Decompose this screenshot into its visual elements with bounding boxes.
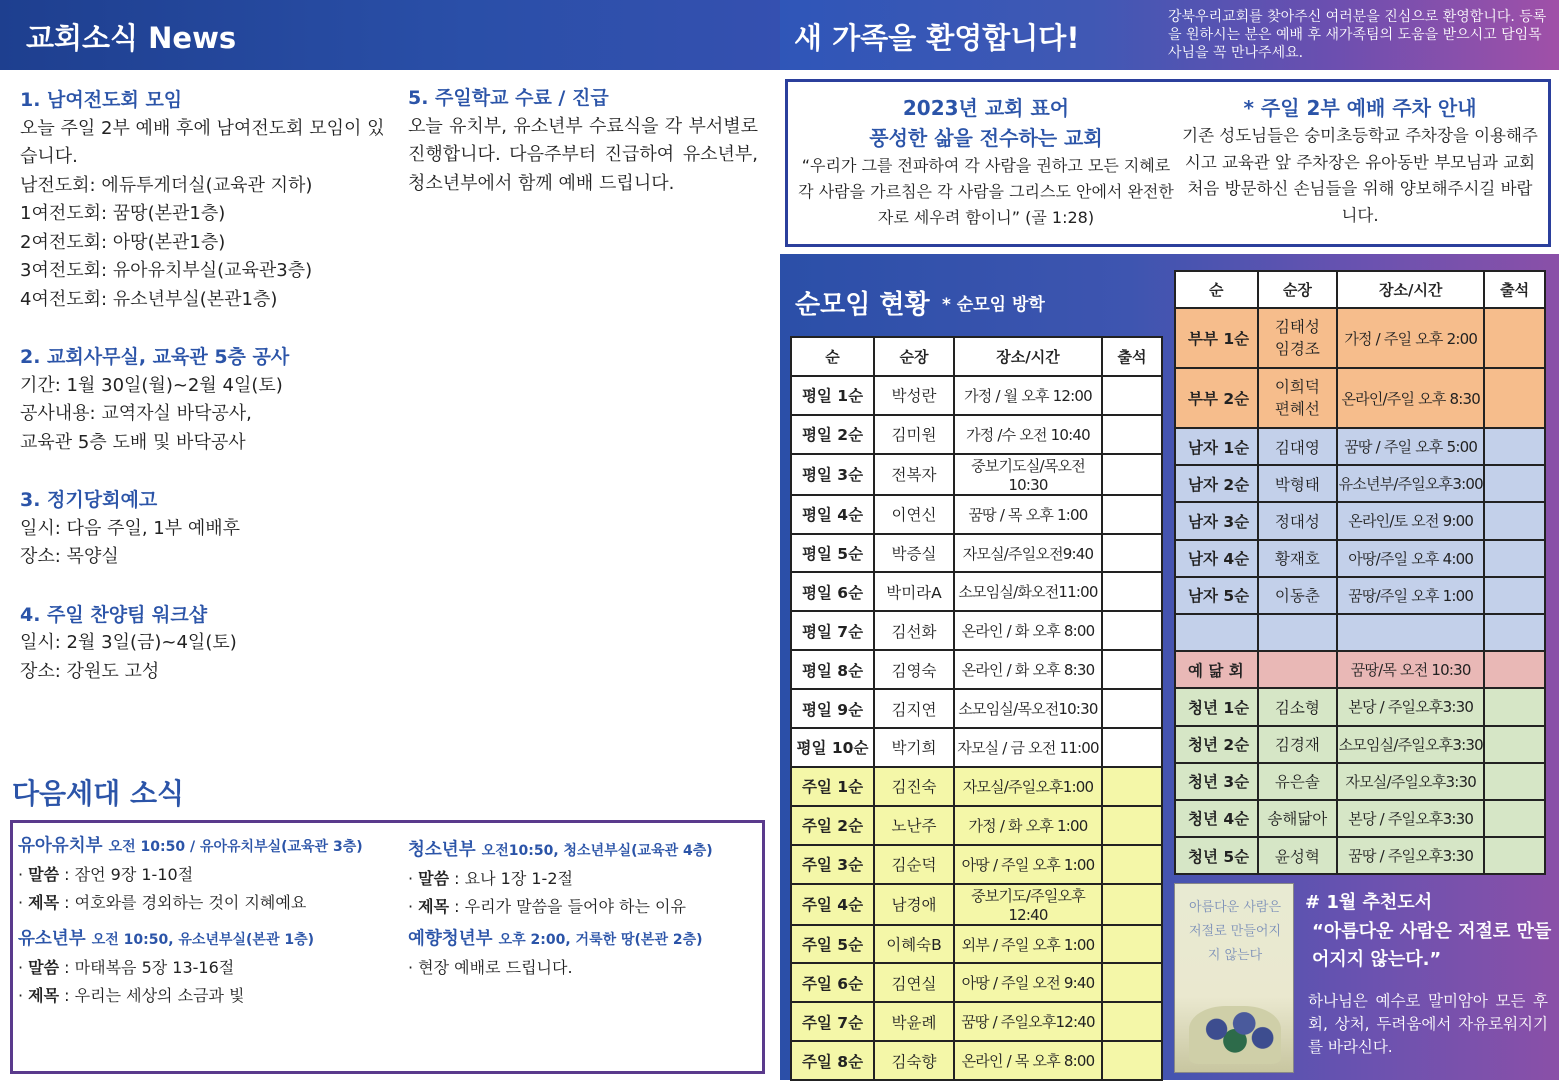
cell-attendance[interactable] (1102, 1041, 1162, 1080)
cell-attendance[interactable] (1484, 688, 1545, 725)
parking-title: * 주일 2부 예배 주차 안내 (1243, 96, 1477, 120)
cell-leader: 박성란 (874, 376, 954, 415)
cell-leader: 이동춘 (1258, 577, 1338, 614)
cell-place-time: 꿈땅 / 주일 오후 5:00 (1337, 428, 1484, 465)
dept-topic: · 제목 : 우리가 말씀을 들어야 하는 이유 (408, 897, 686, 916)
cell-leader: 박기희 (874, 728, 954, 767)
cell-name: 청년 4순 (1175, 800, 1258, 837)
dept-topic: · 제목 : 우리는 세상의 소금과 빛 (18, 986, 245, 1005)
cell-name: 평일 4순 (791, 495, 874, 534)
cell-place-time: 꿈땅 / 주일오후12:40 (954, 1002, 1102, 1041)
news-line: 기간: 1월 30일(월)~2월 4일(토) (20, 374, 283, 396)
cell-name: 주일 5순 (791, 925, 874, 964)
nextgen-column-left (18, 832, 398, 1010)
cell-leader: 김숙향 (874, 1041, 954, 1080)
table-row (1175, 651, 1545, 688)
cell-place-time: 외부 / 주일 오후 1:00 (954, 925, 1102, 964)
cell-attendance[interactable] (1102, 767, 1162, 806)
cell-name: 주일 2순 (791, 806, 874, 845)
table-row (791, 1002, 1162, 1041)
motto-title: 2023년 교회 표어 (902, 96, 1070, 120)
cell-name: 평일 2순 (791, 415, 874, 454)
table-row (1175, 837, 1545, 874)
cell-place-time: 자모실/주일오후1:00 (954, 767, 1102, 806)
news-column-left (20, 86, 390, 686)
cell-name: 평일 1순 (791, 376, 874, 415)
table-row (1175, 465, 1545, 502)
news-line: 오늘 유치부, 유소년부 수료식을 각 부서별로 진행합니다. 다음주부터 진급하여 유소년부, 청소년부에서 함께 예배 드립니다. (408, 115, 758, 194)
table-row (791, 495, 1162, 534)
news-column-right (408, 84, 758, 198)
news-line: 장소: 목양실 (20, 546, 119, 567)
cell-attendance[interactable] (1102, 1002, 1162, 1041)
cell-name: 주일 3순 (791, 845, 874, 884)
book-cover-title: 아름다운 사람은 저절로 만들어지지 않는다 (1188, 900, 1282, 963)
news-line: 장소: 강원도 고성 (20, 660, 160, 682)
cell-place-time: 가정 / 화 오후 1:00 (954, 806, 1102, 845)
cell-name: 주일 7순 (791, 1002, 874, 1041)
cell-place-time: 본당 / 주일오후3:30 (1337, 800, 1484, 837)
welcome-text: 강북우리교회를 찾아주신 여러분을 진심으로 환영합니다. 등록을 원하시는 분은 예배 후 새가족팀의 도움을 받으시고 담임목사님을 꼭 만나주세요. (1168, 9, 1547, 61)
table-row (1175, 800, 1545, 837)
cell-group-title: 순모임 현황 (795, 290, 930, 320)
table-row (1175, 502, 1545, 539)
news-line: 일시: 다음 주일, 1부 예배후 (20, 517, 241, 539)
cell-name: 주일 8순 (791, 1041, 874, 1080)
cell-attendance[interactable] (1102, 495, 1162, 534)
cell-place-time: 온라인 / 화 오후 8:00 (954, 611, 1102, 650)
welcome-header (780, 0, 1559, 70)
news-item (20, 601, 390, 687)
cell-place-time: 꿈땅 / 목 오후 1:00 (954, 495, 1102, 534)
cell-place-time: 소모임실/주일오후3:30 (1337, 726, 1484, 763)
cell-attendance[interactable] (1102, 415, 1162, 454)
cell-leader: 김미원 (874, 415, 954, 454)
cell-leader: 김지연 (874, 689, 954, 728)
cell-leader: 남경애 (874, 884, 954, 925)
cell-name: 주일 1순 (791, 767, 874, 806)
dept-heading: 유소년부 오전 10:50, 유소년부실(본관 1층) (18, 929, 315, 949)
cell-leader: 김대영 (1258, 428, 1338, 465)
col-header: 순장 (1258, 271, 1338, 308)
cell-attendance[interactable] (1102, 534, 1162, 573)
cell-attendance[interactable] (1102, 845, 1162, 884)
table-row (791, 611, 1162, 650)
cell-name: 청년 2순 (1175, 726, 1258, 763)
cell-leader: 김경재 (1258, 726, 1338, 763)
cell-attendance[interactable] (1102, 376, 1162, 415)
cell-place-time: 가정 / 월 오후 12:00 (954, 376, 1102, 415)
cell-name: 평일 8순 (791, 650, 874, 689)
cell-attendance[interactable] (1484, 465, 1545, 502)
table-row (791, 650, 1162, 689)
cell-attendance[interactable] (1484, 837, 1545, 874)
table-row (791, 845, 1162, 884)
cell-place-time: 아땅 / 주일 오전 9:40 (954, 963, 1102, 1002)
cell-attendance[interactable] (1102, 572, 1162, 611)
table-row (791, 572, 1162, 611)
cell-leader: 박형태 (1258, 465, 1338, 502)
cell-leader: 이혜숙B (874, 925, 954, 964)
news-line: 일시: 2월 3일(금)~4일(토) (20, 632, 237, 653)
book-title: “아름다운 사람은 저절로 만들어지지 않는다.” (1312, 921, 1552, 970)
news-line: 교육관 5층 도배 및 바닥공사 (20, 431, 246, 453)
cell-attendance[interactable] (1102, 650, 1162, 689)
cell-place-time: 꿈땅/주일 오후 1:00 (1337, 577, 1484, 614)
cell-attendance[interactable] (1484, 614, 1545, 651)
cell-place-time: 온라인 / 목 오후 8:00 (954, 1041, 1102, 1080)
cell-place-time: 온라인/토 오전 9:00 (1337, 502, 1484, 539)
motto-verse: “우리가 그를 전파하여 각 사람을 권하고 모든 지혜로 각 사람을 가르침은 각 사람을 그리스도 안에서 완전한 자로 세우려 함이니” (골 1:28) (798, 156, 1174, 227)
cell-name: 예 닮 회 (1175, 651, 1258, 688)
cell-attendance[interactable] (1484, 651, 1545, 688)
cell-leader: 이희덕 편혜선 (1258, 368, 1338, 428)
table-row (791, 1041, 1162, 1080)
news-item-title: 5. 주일학교 수료 / 진급 (408, 87, 609, 109)
news-line: 공사내용: 교역자실 바닥공사, (20, 403, 252, 424)
news-item-title: 4. 주일 찬양팀 워크샵 (20, 603, 208, 626)
col-header: 장소/시간 (954, 337, 1102, 376)
news-title: 교회소식 News (26, 21, 237, 55)
table-row (1175, 763, 1545, 800)
cell-attendance[interactable] (1484, 800, 1545, 837)
cell-attendance[interactable] (1484, 368, 1545, 428)
cell-name: 청년 1순 (1175, 688, 1258, 725)
news-line: 1여전도회: 꿈땅(본관1층) (20, 203, 226, 224)
table-row (791, 767, 1162, 806)
news-line: 3여전도회: 유아유치부실(교육관3층) (20, 260, 313, 281)
cell-leader: 황재호 (1258, 540, 1338, 577)
cell-name: 평일 7순 (791, 611, 874, 650)
table-row (1175, 577, 1545, 614)
cell-leader (1258, 651, 1338, 688)
news-line: 오늘 주일 2부 예배 후에 남여전도회 모임이 있습니다. (20, 117, 385, 167)
nextgen-column-right (408, 836, 758, 982)
book-cover-image (1174, 883, 1294, 1073)
cell-name: 평일 5순 (791, 534, 874, 573)
table-row (1175, 688, 1545, 725)
table-row (791, 689, 1162, 728)
cell-name: 청년 3순 (1175, 763, 1258, 800)
cell-attendance[interactable] (1102, 728, 1162, 767)
col-header: 순 (1175, 271, 1258, 308)
cell-leader: 박미라A (874, 572, 954, 611)
cell-name: 주일 6순 (791, 963, 874, 1002)
cell-leader: 이연신 (874, 495, 954, 534)
cell-table-right (1174, 270, 1546, 875)
news-line: 2여전도회: 아땅(본관1층) (20, 231, 226, 253)
cell-group-note: * 순모임 방학 (942, 295, 1045, 315)
cell-place-time (1337, 614, 1484, 651)
cell-attendance[interactable] (1484, 577, 1545, 614)
cell-name: 평일 6순 (791, 572, 874, 611)
cell-place-time: 꿈땅/목 오전 10:30 (1337, 651, 1484, 688)
cell-leader: 김선화 (874, 611, 954, 650)
news-line: 4여전도회: 유소년부실(본관1층) (20, 288, 278, 310)
col-header: 출석 (1484, 271, 1545, 308)
motto-text: 풍성한 삶을 전수하는 교회 (869, 126, 1103, 150)
table-row (791, 376, 1162, 415)
cell-name: 부부 2순 (1175, 368, 1258, 428)
table-header-row (791, 337, 1162, 376)
cell-leader: 박윤례 (874, 1002, 954, 1041)
cell-leader: 김연실 (874, 963, 954, 1002)
news-item (20, 86, 390, 314)
cell-name: 주일 4순 (791, 884, 874, 925)
cell-attendance[interactable] (1484, 726, 1545, 763)
col-header: 순장 (874, 337, 954, 376)
dept-heading: 청소년부 오전10:50, 청소년부실(교육관 4층) (408, 840, 713, 860)
table-row (791, 454, 1162, 495)
cell-place-time: 소모임실/화오전11:00 (954, 572, 1102, 611)
motto-section (796, 93, 1176, 231)
cell-place-time: 가정 / 주일 오후 2:00 (1337, 308, 1484, 368)
dept-heading: 예향청년부 오후 2:00, 거룩한 땅(본관 2층) (408, 929, 703, 949)
cell-leader: 김진숙 (874, 767, 954, 806)
cell-name: 평일 10순 (791, 728, 874, 767)
table-row (1175, 428, 1545, 465)
table-row (791, 415, 1162, 454)
cell-leader: 유은솔 (1258, 763, 1338, 800)
cell-place-time: 자모실/주일오후3:30 (1337, 763, 1484, 800)
cell-place-time: 아땅 / 주일 오후 1:00 (954, 845, 1102, 884)
cell-leader: 박증실 (874, 534, 954, 573)
book-description: 하나님은 예수로 말미암아 모든 후회, 상처, 두려움에서 자유로워지기를 바라신다. (1308, 992, 1548, 1056)
flower-illustration (1189, 1006, 1281, 1064)
news-item (20, 343, 390, 457)
table-row (791, 534, 1162, 573)
cell-leader: 김영숙 (874, 650, 954, 689)
cell-table-left (790, 336, 1163, 1081)
dept-topic: · 제목 : 여호와를 경외하는 것이 지혜예요 (18, 893, 307, 912)
cell-leader: 김소형 (1258, 688, 1338, 725)
cell-place-time: 가정 /수 오전 10:40 (954, 415, 1102, 454)
table-row (1175, 726, 1545, 763)
cell-name: 남자 2순 (1175, 465, 1258, 502)
dept-word: · 말씀 : 마태복음 5장 13-16절 (18, 958, 235, 977)
cell-name: 남자 3순 (1175, 502, 1258, 539)
cell-attendance[interactable] (1484, 428, 1545, 465)
table-row (791, 728, 1162, 767)
table-header-row (1175, 271, 1545, 308)
cell-attendance[interactable] (1102, 689, 1162, 728)
table-row (1175, 614, 1545, 651)
cell-place-time: 자모실 / 금 오전 11:00 (954, 728, 1102, 767)
book-heading: # 1월 추천도서 (1305, 892, 1433, 913)
cell-attendance[interactable] (1102, 963, 1162, 1002)
news-item-title: 2. 교회사무실, 교육관 5층 공사 (20, 346, 290, 368)
cell-place-time: 중보기도실/목오전10:30 (954, 454, 1102, 495)
cell-place-time: 온라인/주일 오후 8:30 (1337, 368, 1484, 428)
cell-attendance[interactable] (1484, 502, 1545, 539)
col-header: 순 (791, 337, 874, 376)
table-row (791, 925, 1162, 964)
cell-name: 남자 4순 (1175, 540, 1258, 577)
news-header (0, 0, 780, 70)
cell-name: 청년 5순 (1175, 837, 1258, 874)
news-item (20, 486, 390, 572)
cell-attendance[interactable] (1102, 454, 1162, 495)
cell-place-time: 소모임실/목오전10:30 (954, 689, 1102, 728)
cell-attendance[interactable] (1102, 925, 1162, 964)
cell-leader: 노난주 (874, 806, 954, 845)
cell-place-time: 본당 / 주일오후3:30 (1337, 688, 1484, 725)
cell-name: 평일 3순 (791, 454, 874, 495)
dept-heading: 유아유치부 오전 10:50 / 유아유치부실(교육관 3층) (18, 836, 363, 856)
news-item-title: 1. 남여전도회 모임 (20, 89, 183, 111)
cell-leader: 전복자 (874, 454, 954, 495)
nextgen-title: 다음세대 소식 (12, 777, 185, 810)
table-row (791, 884, 1162, 925)
cell-place-time: 꿈땅 / 주일오후3:30 (1337, 837, 1484, 874)
table-row (791, 806, 1162, 845)
news-item-title: 3. 정기당회예고 (20, 489, 158, 511)
parking-text: 기존 성도님들은 숭미초등학교 주차장을 이용해주시고 교육관 앞 주차장은 유아동반 부모님과 교회 처음 방문하신 손님들을 위해 양보해주시길 바랍니다. (1182, 126, 1538, 225)
dept-note: · 현장 예배로 드립니다. (408, 958, 573, 977)
cell-attendance[interactable] (1484, 540, 1545, 577)
cell-leader (1258, 614, 1338, 651)
cell-leader: 김태성 임경조 (1258, 308, 1338, 368)
col-header: 출석 (1102, 337, 1162, 376)
dept-word: · 말씀 : 요나 1장 1-2절 (408, 869, 573, 888)
cell-name: 평일 9순 (791, 689, 874, 728)
cell-attendance[interactable] (1102, 806, 1162, 845)
col-header: 장소/시간 (1337, 271, 1484, 308)
dept-word: · 말씀 : 잠언 9장 1-10절 (18, 865, 194, 884)
cell-leader: 윤성혁 (1258, 837, 1338, 874)
news-line: 남전도회: 에듀투게더실(교육관 지하) (20, 174, 313, 196)
cell-name: 남자 1순 (1175, 428, 1258, 465)
table-row (1175, 540, 1545, 577)
cell-place-time: 온라인 / 화 오후 8:30 (954, 650, 1102, 689)
cell-leader: 송해닮아 (1258, 800, 1338, 837)
cell-place-time: 자모실/주일오전9:40 (954, 534, 1102, 573)
cell-place-time: 중보기도/주일오후12:40 (954, 884, 1102, 925)
cell-name (1175, 614, 1258, 651)
parking-section (1180, 93, 1540, 229)
cell-place-time: 유소년부/주일오후3:00 (1337, 465, 1484, 502)
cell-attendance[interactable] (1102, 884, 1162, 925)
cell-leader: 김순덕 (874, 845, 954, 884)
cell-place-time: 아땅/주일 오후 4:00 (1337, 540, 1484, 577)
cell-name: 남자 5순 (1175, 577, 1258, 614)
cell-attendance[interactable] (1484, 308, 1545, 368)
cell-name: 부부 1순 (1175, 308, 1258, 368)
table-row (1175, 308, 1545, 368)
table-row (1175, 368, 1545, 428)
cell-leader: 정대성 (1258, 502, 1338, 539)
cell-attendance[interactable] (1484, 763, 1545, 800)
welcome-title: 새 가족을 환영합니다! (794, 21, 1080, 55)
table-row (791, 963, 1162, 1002)
cell-attendance[interactable] (1102, 611, 1162, 650)
